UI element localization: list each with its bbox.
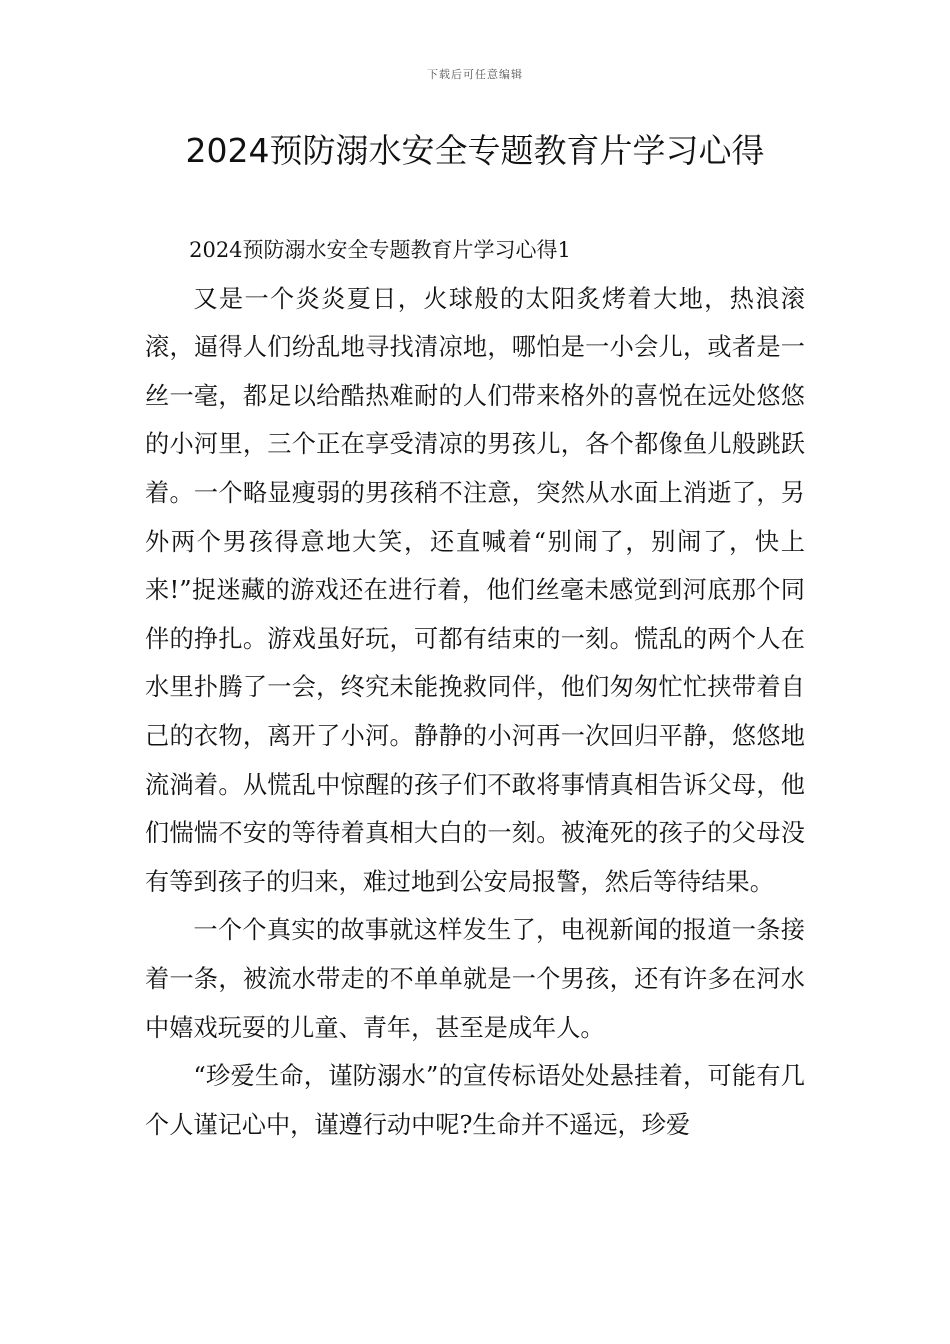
page-title: 2024预防溺水安全专题教育片学习心得	[185, 131, 765, 170]
paragraph: 又是一个炎炎夏日，火球般的太阳炙烤着大地，热浪滚滚，逼得人们纷乱地寻找清凉地，哪怕是一小会儿，或者是一丝一毫，都足以给酷热难耐的人们带来格外的喜悦在远处悠悠的小河里，三个正在享受清凉的男孩儿，各个都像鱼儿般跳跃着。一个略显瘦弱的男孩稍不注意，突然从水面上消逝了，另外两个男孩得意地大笑，还直喊着“别闹了，别闹了，快上来!”捉迷藏的游戏还在进行着，他们丝毫未感觉到河底那个同伴的挣扎。游戏虽好玩，可都有结束的一刻。慌乱的两个人在水里扑腾了一会，终究未能挽救同伴，他们匆匆忙忙挟带着自己的衣物，离开了小河。静静的小河再一次回归平静，悠悠地流淌着。从慌乱中惊醒的孩子们不敢将事情真相告诉父母，他们惴惴不安的等待着真相大白的一刻。被淹死的孩子的父母没有等到孩子的归来，难过地到公安局报警，然后等待结果。	[145, 284, 805, 896]
header-note: 下载后可任意编辑	[427, 68, 523, 81]
section-title: 2024预防溺水安全专题教育片学习心得1	[189, 238, 571, 262]
paragraph: “珍爱生命，谨防溺水”的宣传标语处处悬挂着，可能有几个人谨记心中，谨遵行动中呢?生命并不遥远，珍爱	[145, 1062, 805, 1139]
document-body	[145, 226, 805, 1149]
paragraph: 一个个真实的故事就这样发生了，电视新闻的报道一条接着一条，被流水带走的不单单就是一个男孩，还有许多在河水中嬉戏玩耍的儿童、青年，甚至是成年人。	[145, 916, 805, 1042]
